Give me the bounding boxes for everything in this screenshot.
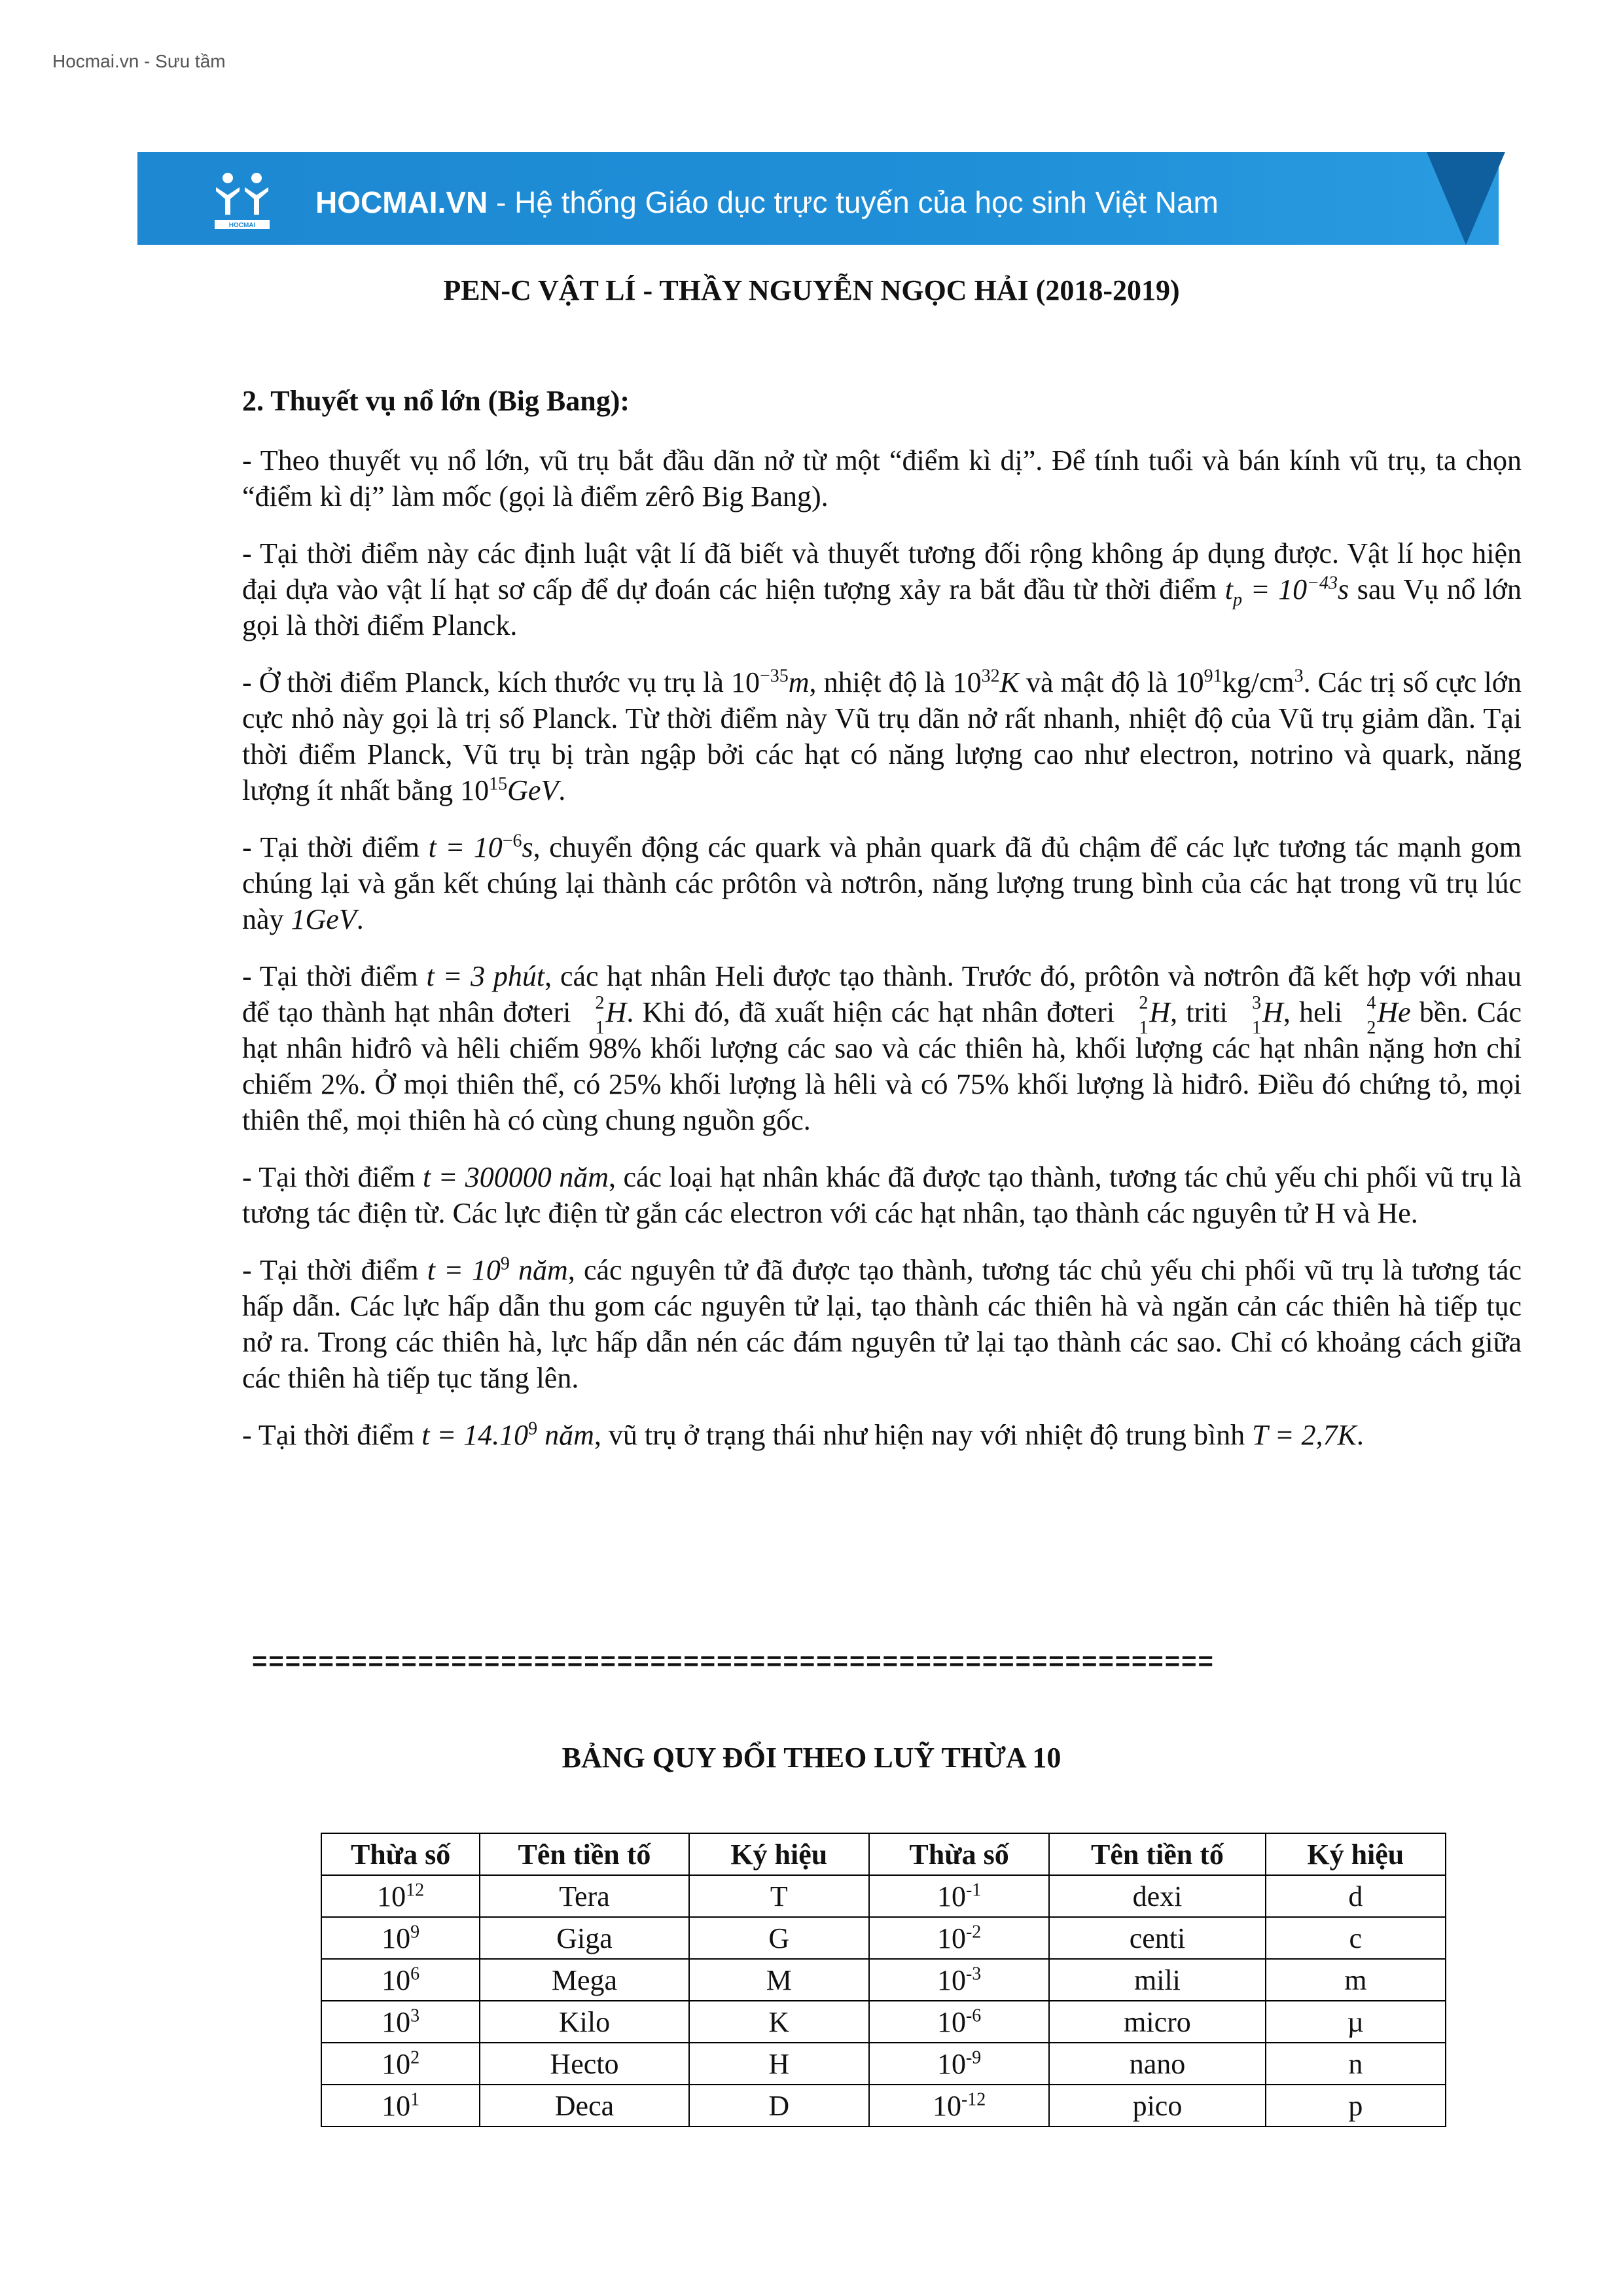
- main-content: [242, 383, 1522, 1474]
- watermark-text: Hocmai.vn - Sưu tầm: [52, 51, 226, 71]
- paragraph-8: - Tại thời điểm $t = 14.10^9$ năm, vũ trụ ở trạng thái như hiện nay với nhiệt độ trung bình T = 2,7K.: [242, 1418, 1364, 1451]
- factor-cell: $10^6$: [321, 1959, 480, 2001]
- symbol-cell: H: [689, 2043, 869, 2085]
- factor-cell: $10^{-6}$: [869, 2001, 1049, 2043]
- symbol-cell: µ: [1266, 2001, 1446, 2043]
- factor-cell: $10^{-12}$: [869, 2085, 1049, 2126]
- factor-cell: $10^2$: [321, 2043, 480, 2085]
- symbol-cell: n: [1266, 2043, 1446, 2085]
- prefix-name-cell: Kilo: [480, 2001, 688, 2043]
- symbol-cell: c: [1266, 1917, 1446, 1959]
- table-row: [321, 2085, 1446, 2126]
- logo-caption: HOCMAI: [228, 222, 256, 229]
- paragraph-2: - Tại thời điểm này các định luật vật lí đã biết và thuyết tương đối rộng không áp dụng được. Vật lí học hiện đại dựa vào vật lí hạt sơ cấp để dự đoán các hiện tượng xảy ra bắt đầu từ thời điểm $t_p = 10^{-43}s$ sau Vụ nổ lớn gọi là thời điểm Planck.: [242, 537, 1522, 641]
- prefix-name-cell: Hecto: [480, 2043, 688, 2085]
- header-prefix-name-2: Tên tiền tố: [1049, 1833, 1265, 1875]
- prefix-name-cell: Giga: [480, 1917, 688, 1959]
- prefix-name-cell: nano: [1049, 2043, 1265, 2085]
- table-row: [321, 1917, 1446, 1959]
- prefix-name-cell: dexi: [1049, 1875, 1265, 1917]
- factor-cell: $10^{12}$: [321, 1875, 480, 1917]
- banner-corner-decoration: [1427, 152, 1505, 245]
- symbol-cell: D: [689, 2085, 869, 2126]
- prefix-name-cell: Mega: [480, 1959, 688, 2001]
- prefix-name-cell: micro: [1049, 2001, 1265, 2043]
- factor-cell: $10^9$: [321, 1917, 480, 1959]
- symbol-cell: G: [689, 1917, 869, 1959]
- prefix-name-cell: mili: [1049, 1959, 1265, 2001]
- prefix-table: [321, 1833, 1446, 2127]
- symbol-cell: p: [1266, 2085, 1446, 2126]
- tritium-symbol: 3 1: [1252, 993, 1262, 1038]
- factor-cell: $10^{-2}$: [869, 1917, 1049, 1959]
- table-row: [321, 1959, 1446, 2001]
- deuterium-symbol: 2 1: [595, 993, 605, 1038]
- factor-cell: $10^{-1}$: [869, 1875, 1049, 1917]
- hocmai-logo-icon: [209, 169, 275, 232]
- prefix-name-cell: Tera: [480, 1875, 688, 1917]
- banner-tagline: - Hệ thống Giáo dục trực tuyến của học sinh Việt Nam: [488, 185, 1219, 219]
- prefix-name-cell: centi: [1049, 1917, 1265, 1959]
- symbol-cell: d: [1266, 1875, 1446, 1917]
- table-header-row: [321, 1833, 1446, 1875]
- header-factor: Thừa số: [321, 1833, 480, 1875]
- deuterium-symbol-2: 2 1: [1139, 993, 1149, 1038]
- symbol-cell: m: [1266, 1959, 1446, 2001]
- factor-cell: $10^{-3}$: [869, 1959, 1049, 2001]
- factor-cell: $10^{-9}$: [869, 2043, 1049, 2085]
- header-symbol-2: Ký hiệu: [1266, 1833, 1446, 1875]
- prefix-name-cell: Deca: [480, 2085, 688, 2126]
- document-title: PEN-C VẬT LÍ - THẦY NGUYỄN NGỌC HẢI (2018-2019): [443, 274, 1180, 306]
- paragraph-3: - Ở thời điểm Planck, kích thước vụ trụ là $10^{-35}m$, nhiệt độ là $10^{32}K$ và mật độ là $10^{91}kg/cm^3$. Các trị số cực lớn cực nhỏ này gọi là trị số Planck. Từ thời điểm này Vũ trụ dãn nở rất nhanh, nhiệt độ của Vũ trụ giảm dần. Tại thời điểm Planck, Vũ trụ bị tràn ngập bởi các hạt có năng lượng cao như electron, notrino và quark, năng lượng ít nhất bằng $10^{15}GeV$.: [242, 666, 1522, 806]
- header-factor-2: Thừa số: [869, 1833, 1049, 1875]
- section-heading: 2. Thuyết vụ nổ lớn (Big Bang):: [242, 385, 630, 417]
- table-title: BẢNG QUY ĐỔI THEO LUỸ THỪA 10: [562, 1742, 1061, 1774]
- prefix-name-cell: pico: [1049, 2085, 1265, 2126]
- symbol-cell: K: [689, 2001, 869, 2043]
- header-symbol: Ký hiệu: [689, 1833, 869, 1875]
- paragraph-1: - Theo thuyết vụ nổ lớn, vũ trụ bắt đầu dãn nở từ một “điểm kì dị”. Để tính tuổi và bán kính vũ trụ, ta chọn “điểm kì dị” làm mốc (gọi là điểm zêrô Big Bang).: [242, 444, 1522, 512]
- symbol-cell: M: [689, 1959, 869, 2001]
- paragraph-5: - Tại thời điểm t = 3 phút, các hạt nhân Heli được tạo thành. Trước đó, prôtôn và nơtrôn đã kết hợp với nhau để tạo thành hạt nhân đơteri 2 1 H. Khi đó, đã xuất hiện các hạt nhân đơteri 2 1 H, triti 3 1 H, heli 4 2 He bền. Các hạt nhân hiđrô và hêli chiếm 98% khối lượng các sao và các thiên hà, khối lượng các hạt nhân nặng hơn chỉ chiếm 2%. Ở mọi thiên thể, có 25% khối lượng là hêli và có 75% khối lượng là hiđrô. Điều đó chứng tỏ, mọi thiên thể, mọi thiên hà có cùng chung nguồn gốc.: [242, 960, 1522, 1136]
- table-row: [321, 2043, 1446, 2085]
- symbol-cell: T: [689, 1875, 869, 1917]
- paragraph-4: - Tại thời điểm $t = 10^{-6}s$, chuyển động các quark và phản quark đã đủ chậm để các lực tương tác mạnh gom chúng lại và gắn kết chúng lại thành các prôtôn và nơtrôn, năng lượng trung bình của các hạt trong vũ trụ lúc này 1GeV.: [242, 831, 1522, 935]
- separator-line: ==========================================================: [252, 1647, 1215, 1676]
- helium-symbol: 4 2: [1366, 993, 1376, 1038]
- banner-text: [315, 185, 1219, 220]
- header-prefix-name: Tên tiền tố: [480, 1833, 688, 1875]
- factor-cell: $10^3$: [321, 2001, 480, 2043]
- banner-brand: HOCMAI.VN: [315, 185, 488, 219]
- paragraph-6: - Tại thời điểm t = 300000 năm, các loại hạt nhân khác đã được tạo thành, tương tác chủ yếu chi phối vũ trụ là tương tác điện từ. Các lực điện từ gắn các electron với các hạt nhân, tạo thành các nguyên tử H và He.: [242, 1161, 1522, 1229]
- table-row: [321, 1875, 1446, 1917]
- paragraph-7: - Tại thời điểm $t = 10^9$ năm, các nguyên tử đã được tạo thành, tương tác chủ yếu chi phối vũ trụ là tương tác hấp dẫn. Các lực hấp dẫn thu gom các nguyên tử lại, tạo thành các thiên hà và ngăn cản các thiên hà tiếp tục nở ra. Trong các thiên hà, lực hấp dẫn nén các đám nguyên tử lại tạo thành các sao. Chỉ có khoảng cách giữa các thiên hà tiếp tục tăng lên.: [242, 1253, 1522, 1394]
- table-row: [321, 2001, 1446, 2043]
- factor-cell: $10^1$: [321, 2085, 480, 2126]
